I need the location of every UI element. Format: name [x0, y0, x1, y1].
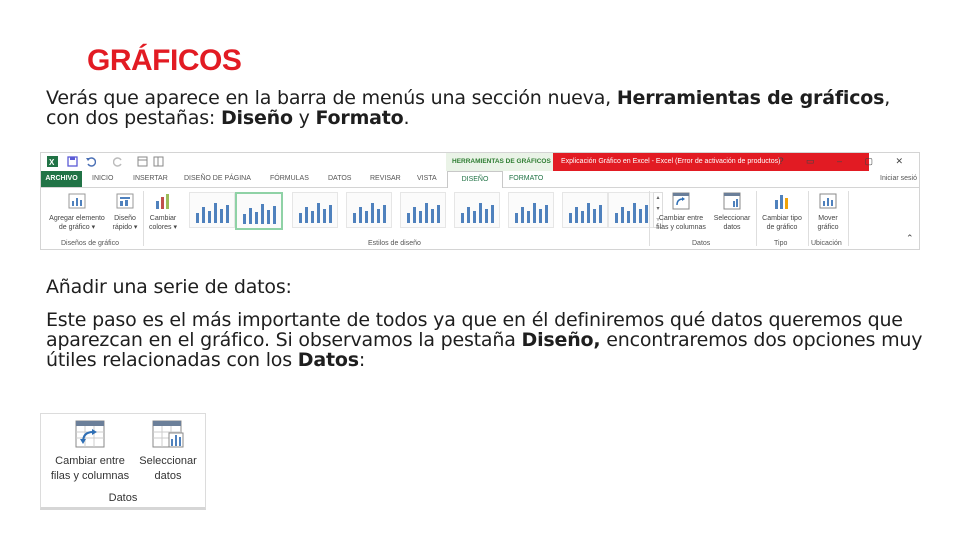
signin-link[interactable]: Iniciar sesió — [880, 175, 917, 182]
thumb-bar — [627, 211, 630, 223]
select-data-large-label-2: datos — [154, 470, 182, 482]
group-label-ubicacion: Ubicación — [811, 240, 842, 247]
thumb-bar — [569, 213, 572, 223]
thumb-bar — [419, 211, 422, 223]
quick-access-toolbar — [41, 153, 919, 171]
thumb-bar — [527, 211, 530, 223]
change-colors-label-2: colores ▾ — [148, 224, 178, 231]
window-controls[interactable]: ? ▭ – ▢ ✕ — [778, 156, 913, 166]
thumb-bar — [220, 209, 223, 223]
thumb-bar — [587, 203, 590, 223]
intro-bold-formato: Formato — [315, 107, 404, 129]
body-bold-diseno: Diseño, — [521, 329, 601, 351]
switch-row-column-button-large[interactable] — [47, 420, 133, 484]
quick-layout-label-2: rápido ▾ — [112, 224, 138, 231]
group-separator — [756, 191, 757, 246]
change-chart-type-label-1: Cambiar tipo — [762, 215, 802, 222]
thumb-bar — [599, 205, 602, 223]
switch-row-column-label-2: filas y columnas — [656, 224, 706, 231]
group-label-tipo: Tipo — [774, 240, 788, 247]
tab-formulas[interactable]: FÓRMULAS — [270, 175, 309, 182]
thumb-bar — [383, 205, 386, 223]
group-label-estilos: Estilos de diseño — [368, 240, 421, 247]
thumb-bar — [323, 209, 326, 223]
change-chart-type-button[interactable] — [758, 191, 806, 232]
intro-text-2: , con dos pestañas: — [46, 87, 891, 129]
datos-group-label: Datos — [108, 492, 138, 504]
thumb-bar — [539, 209, 542, 223]
change-colors-label-1: Cambiar — [149, 215, 177, 222]
switch-row-column-large-label-2: filas y columnas — [50, 470, 130, 482]
select-data-button[interactable] — [709, 191, 755, 232]
group-separator — [848, 191, 849, 246]
thumb-bar — [371, 203, 374, 223]
add-chart-element-label-1: Agregar elemento — [49, 215, 105, 222]
chart-style-thumb-selected[interactable] — [235, 192, 283, 230]
group-label-datos: Datos — [692, 240, 711, 247]
thumb-bar — [365, 211, 368, 223]
thumb-bar — [473, 211, 476, 223]
intro-paragraph — [46, 88, 926, 128]
group-separator — [649, 191, 650, 246]
chart-style-thumb[interactable] — [189, 192, 235, 228]
switch-row-column-button[interactable] — [653, 191, 709, 232]
tab-datos[interactable]: DATOS — [328, 175, 352, 182]
chart-style-thumb[interactable] — [608, 192, 654, 228]
chart-tools-context-label — [446, 153, 553, 171]
thumb-bar — [593, 209, 596, 223]
thumb-bar — [633, 203, 636, 223]
intro-text-1: Verás que aparece en la barra de menús una sección nueva, — [46, 87, 617, 109]
thumb-bar — [353, 213, 356, 223]
select-data-icon — [722, 191, 742, 211]
thumb-bar — [359, 207, 362, 223]
tab-diseno[interactable]: DISEÑO — [447, 171, 503, 189]
chart-styles-gallery[interactable] — [189, 192, 653, 228]
tab-archivo[interactable]: ARCHIVO — [41, 171, 82, 187]
add-chart-element-icon — [67, 191, 87, 211]
thumb-bar — [425, 203, 428, 223]
thumb-bar — [273, 206, 276, 224]
switch-row-column-icon — [671, 191, 691, 211]
thumb-bar — [311, 211, 314, 223]
chart-style-thumb[interactable] — [292, 192, 338, 228]
thumb-bar — [226, 205, 229, 223]
thumb-bar — [329, 205, 332, 223]
thumb-bar — [214, 203, 217, 223]
chart-style-thumb[interactable] — [400, 192, 446, 228]
move-chart-icon — [818, 191, 838, 211]
thumb-bar — [545, 205, 548, 223]
thumb-bar — [491, 205, 494, 223]
tab-formato[interactable]: FORMATO — [509, 175, 544, 182]
thumb-bar — [407, 213, 410, 223]
section-heading: Añadir una serie de datos: — [46, 276, 292, 298]
thumb-bar — [261, 204, 264, 224]
intro-text-4: . — [403, 107, 410, 129]
save-icon[interactable] — [67, 156, 78, 167]
thumb-bar — [317, 203, 320, 223]
excel-ribbon-screenshot — [40, 152, 920, 250]
chart-style-thumb[interactable] — [508, 192, 554, 228]
select-data-button-large[interactable] — [133, 420, 203, 484]
thumb-bar — [645, 205, 648, 223]
chart-style-thumb[interactable] — [454, 192, 500, 228]
switch-row-column-large-label-1: Cambiar entre — [55, 455, 125, 467]
thumb-bar — [255, 212, 258, 224]
thumb-bar — [485, 209, 488, 223]
table-icon[interactable] — [153, 156, 164, 167]
quick-layout-icon — [115, 191, 135, 211]
body-text-1: Este paso es el más importante de todos ya que en él definiremos qué datos queremos que aparezcan en el gráfico. Si observamos la pestaña — [46, 309, 903, 351]
move-chart-button[interactable] — [810, 191, 846, 232]
select-data-icon — [152, 420, 184, 448]
body-paragraph — [46, 310, 926, 370]
body-text-2: encontraremos dos opciones muy útiles relacionadas con los — [46, 329, 923, 371]
select-data-label-2: datos — [723, 224, 741, 231]
group-separator — [808, 191, 809, 246]
change-colors-icon — [153, 191, 173, 211]
quick-layout-button[interactable] — [111, 191, 139, 232]
thumb-bar — [467, 207, 470, 223]
slide-title: GRÁFICOS — [87, 44, 242, 77]
redo-icon[interactable] — [113, 156, 124, 167]
change-colors-button[interactable] — [145, 191, 181, 232]
switch-row-column-icon — [75, 420, 105, 448]
intro-bold-herramientas: Herramientas de gráficos — [616, 87, 885, 109]
collapse-ribbon-icon[interactable]: ⌃ — [906, 233, 914, 243]
tab-revisar[interactable]: REVISAR — [370, 175, 401, 182]
thumb-bar — [581, 211, 584, 223]
add-chart-element-button[interactable] — [43, 191, 111, 232]
context-label-text: HERRAMIENTAS DE GRÁFICOS — [452, 158, 551, 165]
svg-text:X: X — [49, 158, 55, 167]
thumb-bar — [437, 205, 440, 223]
intro-text-3: y — [292, 107, 316, 129]
add-chart-element-label-2: de gráfico ▾ — [58, 224, 96, 231]
thumb-bar — [202, 207, 205, 223]
thumb-bar — [639, 209, 642, 223]
thumb-bar — [377, 209, 380, 223]
change-chart-type-icon — [772, 191, 792, 211]
thumb-bar — [479, 203, 482, 223]
select-data-label-1: Seleccionar — [713, 215, 751, 222]
thumb-bar — [615, 213, 618, 223]
change-chart-type-label-2: de gráfico — [766, 224, 798, 231]
thumb-bar — [305, 207, 308, 223]
tab-inicio[interactable]: INICIO — [92, 175, 114, 182]
thumb-bar — [243, 214, 246, 224]
thumb-bar — [461, 213, 464, 223]
thumb-bar — [533, 203, 536, 223]
thumb-bar — [621, 207, 624, 223]
select-data-large-label-1: Seleccionar — [139, 455, 197, 467]
chart-style-thumb[interactable] — [562, 192, 608, 228]
thumb-bar — [515, 213, 518, 223]
thumb-bar — [267, 210, 270, 224]
gallery-scroll[interactable]: ▴ ▾ ▿ — [653, 192, 663, 228]
thumb-bar — [575, 207, 578, 223]
switch-row-column-label-1: Cambiar entre — [658, 215, 704, 222]
tab-diseno-pagina[interactable]: DISEÑO DE PÁGINA — [184, 175, 251, 182]
move-chart-label-2: gráfico — [817, 224, 839, 231]
thumb-bar — [431, 209, 434, 223]
thumb-bar — [299, 213, 302, 223]
thumb-bar — [249, 208, 252, 224]
thumb-bar — [521, 207, 524, 223]
intro-bold-diseno: Diseño — [220, 107, 293, 129]
excel-logo-icon — [47, 156, 58, 167]
move-chart-label-1: Mover — [818, 215, 838, 222]
form-icon[interactable] — [137, 156, 148, 167]
group-label-disenos: Diseños de gráfico — [61, 240, 119, 247]
quick-layout-label-1: Diseño — [114, 215, 136, 222]
tab-insertar[interactable]: INSERTAR — [133, 175, 168, 182]
chart-style-thumb[interactable] — [346, 192, 392, 228]
group-separator — [143, 191, 144, 246]
ribbon-tabs — [41, 171, 919, 188]
thumb-bar — [196, 213, 199, 223]
body-text-3: : — [358, 349, 366, 371]
tab-vista[interactable]: VISTA — [417, 175, 437, 182]
body-bold-datos: Datos — [297, 349, 359, 371]
thumb-bar — [413, 207, 416, 223]
window-title: Explicación Gráfico en Excel - Excel (Error de activación de productos) — [561, 158, 781, 165]
datos-group-closeup — [40, 413, 206, 510]
ribbon-groups — [41, 188, 919, 249]
thumb-bar — [208, 211, 211, 223]
undo-icon[interactable] — [85, 156, 96, 167]
